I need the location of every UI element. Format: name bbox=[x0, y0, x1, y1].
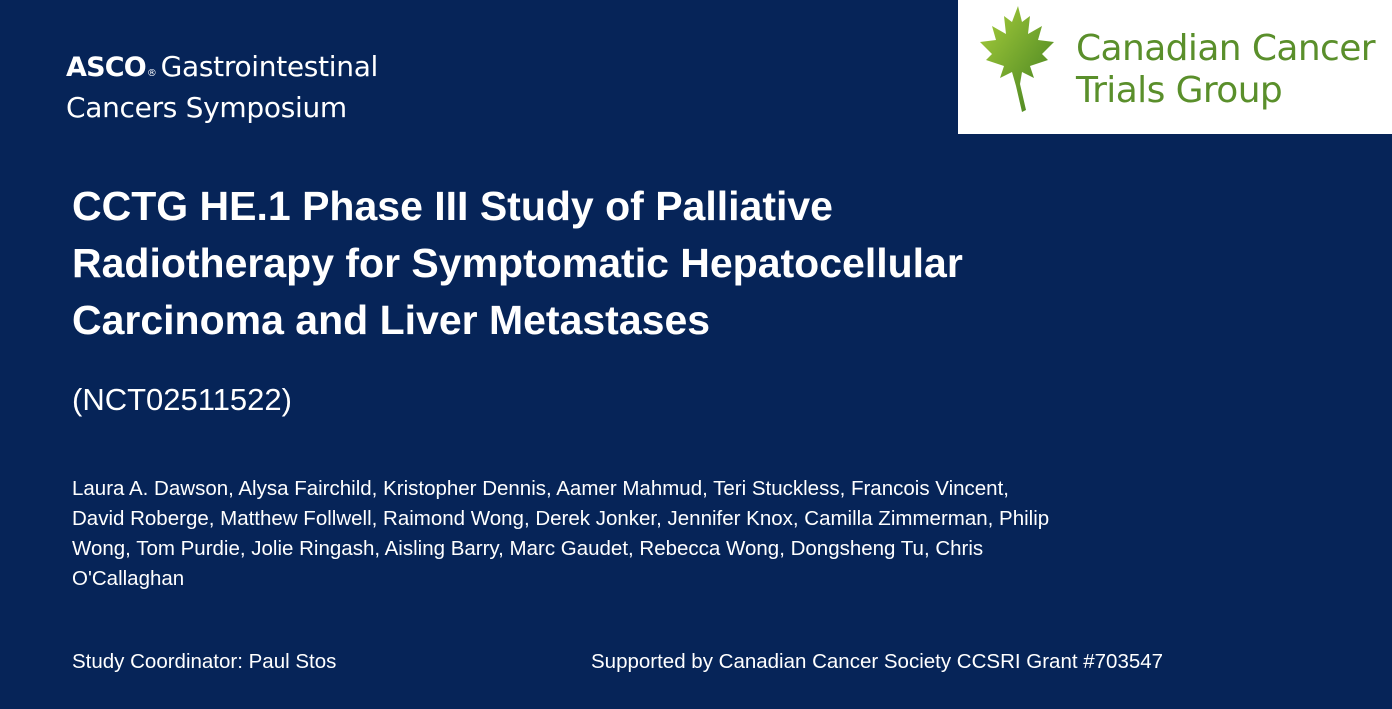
conference-name-line2: Cancers Symposium bbox=[66, 91, 347, 124]
conference-brand: ASCO bbox=[66, 52, 146, 83]
author-line: Laura A. Dawson, Alysa Fairchild, Kristopher Dennis, Aamer Mahmud, Teri Stuckless, Francois Vincent, bbox=[72, 477, 1009, 500]
partner-name-line2: Trials Group bbox=[1076, 70, 1283, 111]
partner-name-line1: Canadian Cancer bbox=[1076, 28, 1376, 69]
title-line: Radiotherapy for Symptomatic Hepatocellular bbox=[72, 240, 963, 286]
funding-support: Supported by Canadian Cancer Society CCSRI Grant #703547 bbox=[591, 650, 1164, 673]
author-line: Wong, Tom Purdie, Jolie Ringash, Aisling Barry, Marc Gaudet, Rebecca Wong, Dongsheng Tu, Chris bbox=[72, 537, 984, 560]
trial-identifier: (NCT02511522) bbox=[72, 382, 292, 417]
title-line: CCTG HE.1 Phase III Study of Palliative bbox=[72, 183, 833, 229]
conference-logo-line1 bbox=[66, 50, 378, 91]
maple-leaf-icon bbox=[978, 4, 1058, 114]
conference-name-line1: Gastrointestinal bbox=[160, 50, 379, 83]
title-line: Carcinoma and Liver Metastases bbox=[72, 297, 711, 343]
registered-mark: ® bbox=[146, 68, 157, 79]
author-line: David Roberge, Matthew Follwell, Raimond Wong, Derek Jonker, Jennifer Knox, Camilla Zimmerman, Philip bbox=[72, 507, 1050, 530]
partner-name bbox=[1076, 28, 1375, 112]
conference-logo bbox=[66, 50, 378, 125]
study-coordinator: Study Coordinator: Paul Stos bbox=[72, 650, 337, 673]
author-line: O'Callaghan bbox=[72, 567, 185, 590]
slide-title bbox=[72, 178, 1322, 349]
partner-logo-panel bbox=[958, 0, 1392, 134]
author-list bbox=[72, 474, 1342, 594]
